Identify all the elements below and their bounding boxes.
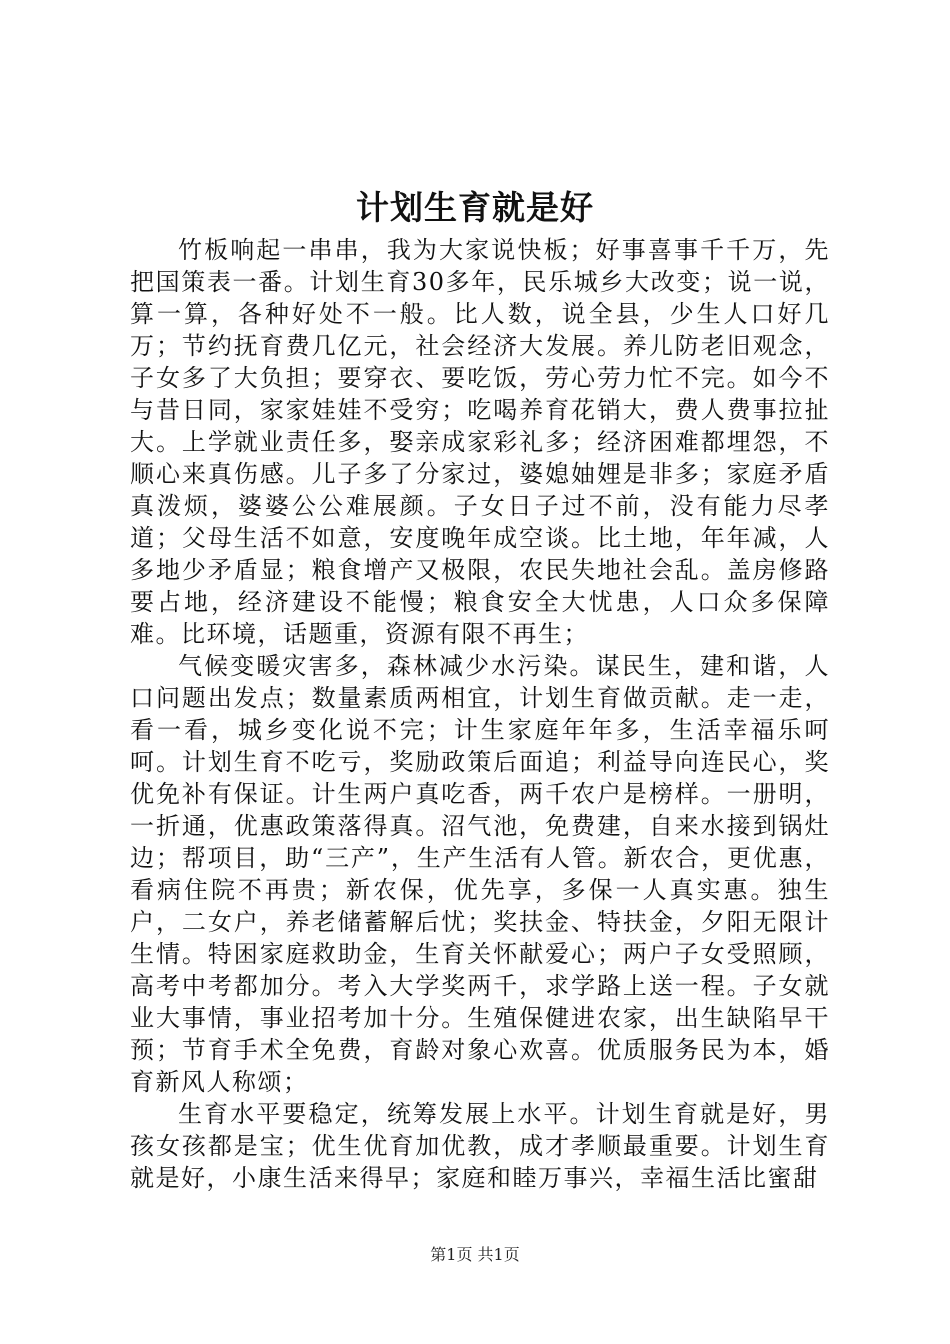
paragraph-1: 竹板响起一串串，我为大家说快板；好事喜事千千万，先把国策表一番。计划生育30多年，民乐城乡大改变；说一说，算一算，各种好处不一般。比人数，说全县，少生人口好几万；节约抚育费几亿元，社会经济大发展。养儿防老旧观念，子女多了大负担；要穿衣、要吃饭，劳心劳力忙不完。如今不与昔日同，家家娃娃不受穷；吃喝养育花销大，费人费事拉扯大。上学就业责任多，娶亲成家彩礼多；经济困难都埋怨，不顺心来真伤感。儿子多了分家过，婆媳妯娌是非多；家庭矛盾真泼烦，婆婆公公难展颜。子女日子过不前，没有能力尽孝道；父母生活不如意，安度晚年成空谈。比土地，年年减，人多地少矛盾显；粮食增产又极限，农民失地社会乱。盖房修路要占地，经济建设不能慢；粮食安全大忧患，人口众多保障难。比环境，话题重，资源有限不再生；: [130, 236, 830, 648]
page-footer: 第1页 共1页: [430, 1245, 520, 1264]
paragraph-3: 生育水平要稳定，统筹发展上水平。计划生育就是好，男孩女孩都是宝；优生优育加优教，成才孝顺最重要。计划生育就是好，小康生活来得早；家庭和睦万事兴，幸福生活比蜜甜: [130, 1100, 830, 1192]
document-title: 计划生育就是好: [356, 188, 594, 227]
document-body: [130, 234, 830, 1194]
paragraph-2: 气候变暖灾害多，森林减少水污染。谋民生，建和谐，人口问题出发点；数量素质两相宜，计划生育做贡献。走一走，看一看，城乡变化说不完；计生家庭年年多，生活幸福乐呵呵。计划生育不吃亏，奖励政策后面追；利益导向连民心，奖优免补有保证。计生两户真吃香，两千农户是榜样。一册明，一折通，优惠政策落得真。沼气池，免费建，自来水接到锅灶边；帮项目，助“三产”，生产生活有人管。新农合，更优惠，看病住院不再贵；新农保，优先享，多保一人真实惠。独生户，二女户，养老储蓄解后忧；奖扶金、特扶金，夕阳无限计生情。特困家庭救助金，生育关怀献爱心；两户子女受照顾，高考中考都加分。考入大学奖两千，求学路上送一程。子女就业大事情，事业招考加十分。生殖保健进农家，出生缺陷早干预；节育手术全免费，育龄对象心欢喜。优质服务民为本，婚育新风人称颂；: [130, 652, 830, 1096]
